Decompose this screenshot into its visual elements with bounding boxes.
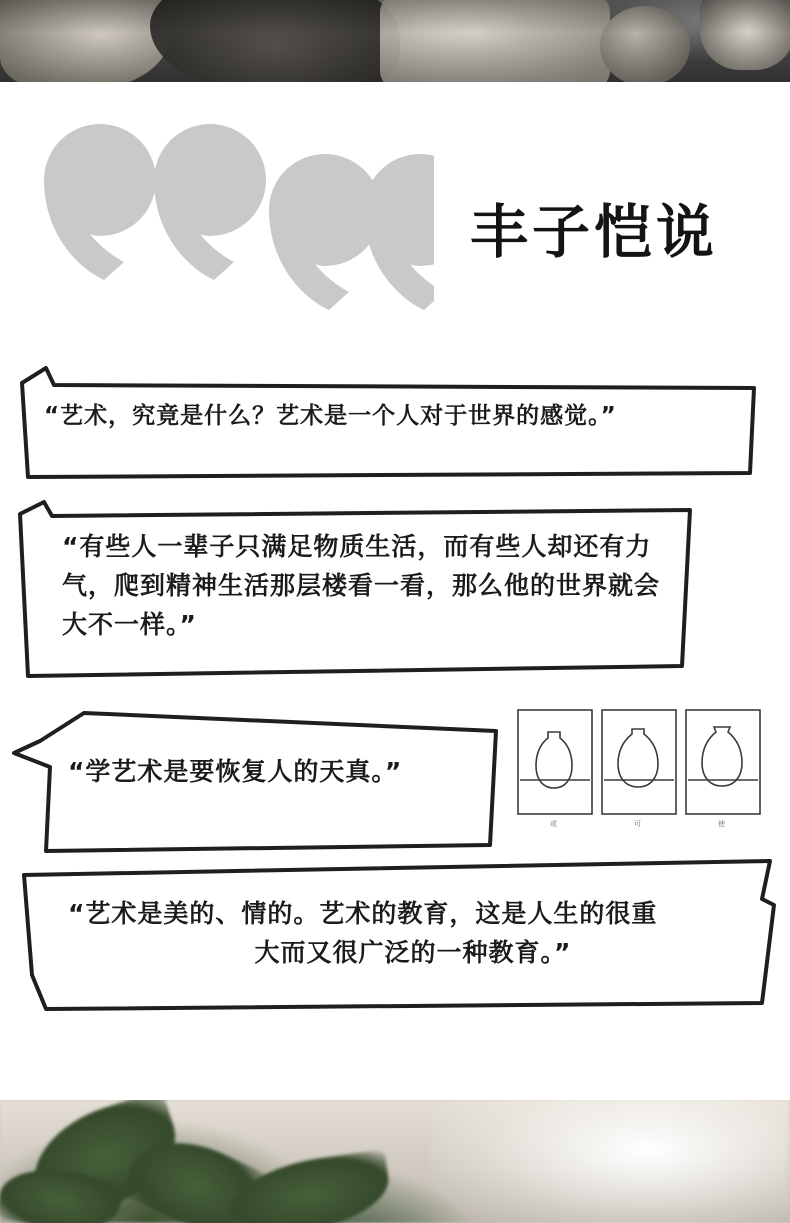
quote-card-4 — [18, 855, 778, 1015]
svg-text:使: 使 — [718, 820, 725, 828]
svg-text:或: 或 — [550, 820, 557, 828]
page-title: 丰子恺说 — [470, 198, 719, 266]
vase-sketch-icon — [516, 708, 766, 836]
quote-card-2 — [14, 500, 694, 680]
svg-text:可: 可 — [634, 820, 641, 828]
photo-highlight — [430, 1100, 790, 1223]
quote-text-4-line2: 大而又很广泛的一种教育。” — [254, 937, 572, 967]
quote-text-2: “有些人一辈子只满足物质生活，而有些人却还有力气，爬到精神生活那层楼看一看，那么他的世界就会大不一样。” — [62, 532, 661, 639]
quote-text-4-line1: “艺术是美的、情的。艺术的教育，这是人生的很重 — [68, 899, 658, 928]
quote-card-3 — [10, 705, 500, 855]
quote-card-1 — [18, 365, 758, 480]
quote-text-3: “学艺术是要恢复人的天真。” — [68, 757, 403, 786]
quote-text-1: “艺术，究竟是什么？艺术是一个人对于世界的感觉。” — [44, 403, 617, 429]
quote-text-4 — [68, 895, 758, 973]
bottom-photo-banner — [0, 1100, 790, 1223]
